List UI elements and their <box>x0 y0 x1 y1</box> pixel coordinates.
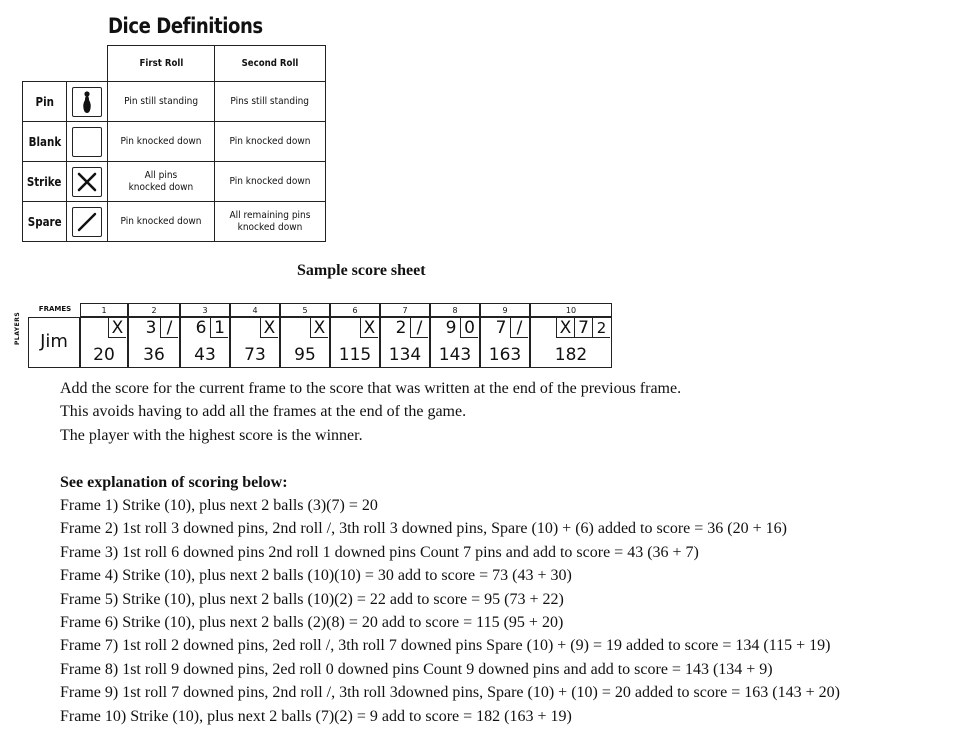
intro-line: Add the score for the current frame to the score that was written at the end of the previous frame. <box>60 380 682 397</box>
explanation-line: Frame 5) Strike (10), plus next 2 balls (10)(2) = 22 add to score = 95 (73 + 22) <box>60 590 564 608</box>
frame-3 <box>180 317 230 368</box>
frame-number-6: 6 <box>330 303 380 317</box>
strike-x-icon <box>72 167 102 197</box>
frame-5 <box>280 317 330 368</box>
frame-score: 134 <box>388 345 422 365</box>
roll-2: 0 <box>460 318 478 338</box>
frame-number-7: 7 <box>380 303 430 317</box>
frame-6 <box>330 317 380 368</box>
definition-row-blank: Blank Pin knocked down Pin knocked down <box>23 122 326 162</box>
player-name: Jim <box>28 317 80 368</box>
frame-score: 95 <box>294 345 316 365</box>
roll-1: 9 <box>445 318 457 338</box>
roll-1 <box>89 318 109 338</box>
frame-score: 115 <box>338 345 372 365</box>
frame-number-2: 2 <box>128 303 180 317</box>
roll-2: X <box>310 318 328 338</box>
frame-4 <box>230 317 280 368</box>
frame-score: 163 <box>488 345 522 365</box>
bowling-pin-icon <box>72 87 102 117</box>
frame-number-1: 1 <box>80 303 128 317</box>
frame-number-3: 3 <box>180 303 230 317</box>
explanation-line: Frame 10) Strike (10), plus next 2 balls (7)(2) = 9 add to score = 182 (163 + 19) <box>60 707 572 725</box>
frames-label: FRAMES <box>38 305 72 313</box>
frame-8 <box>430 317 480 368</box>
explanation-line: Frame 1) Strike (10), plus next 2 balls (3)(7) = 20 <box>60 497 378 514</box>
sample-score-sheet-title: Sample score sheet <box>297 262 426 279</box>
frame-score: 36 <box>143 345 165 365</box>
roll-1: 6 <box>195 318 207 338</box>
dice-definitions-table <box>22 45 326 242</box>
roll-2: 1 <box>210 318 228 338</box>
roll-2: X <box>360 318 378 338</box>
explanation-line: Frame 8) 1st roll 9 downed pins, 2ed roll 0 downed pins Count 9 downed pins and add to score = 143 (134 + 9) <box>60 660 773 678</box>
explanation-line: Frame 3) 1st roll 6 downed pins 2nd roll 1 downed pins Count 7 pins and add to score = 43 (36 + 7) <box>60 543 699 561</box>
intro-line: The player with the highest score is the winner. <box>60 426 363 444</box>
frame-number-4: 4 <box>230 303 280 317</box>
definition-row-strike: Strike All pins knocked down Pin knocked down <box>23 162 326 202</box>
frame-score: 43 <box>194 345 216 365</box>
frame-score: 73 <box>244 345 266 365</box>
header-second-roll: Second Roll <box>215 46 326 82</box>
explanation-line: Frame 9) 1st roll 7 downed pins, 2nd roll /, 3th roll 3downed pins, Spare (10) + (10) = 20 added to score = 163 (143 + 20) <box>60 684 840 702</box>
roll-3: 2 <box>592 318 610 338</box>
frame-9 <box>480 317 530 368</box>
roll-1 <box>341 318 361 338</box>
roll-2: / <box>160 318 178 338</box>
explanation-heading: See explanation of scoring below: <box>60 473 288 491</box>
header-first-roll: First Roll <box>108 46 215 82</box>
roll-2: / <box>510 318 528 338</box>
roll-2: X <box>108 318 126 338</box>
explanation-line: Frame 2) 1st roll 3 downed pins, 2nd roll /, 3th roll 3 downed pins, Spare (10) + (6) added to score = 36 (20 + 16) <box>60 520 787 538</box>
frame-score: 20 <box>93 345 115 365</box>
dice-definitions-title: Dice Definitions <box>108 14 263 38</box>
definition-row-spare: Spare Pin knocked down All remaining pins knocked down <box>23 202 326 242</box>
definition-row-pin: Pin Pin still standing Pins still standing <box>23 82 326 122</box>
roll-1: 7 <box>495 318 507 338</box>
frame-number-9: 9 <box>480 303 530 317</box>
roll-2: X <box>260 318 278 338</box>
roll-1: 2 <box>395 318 407 338</box>
frame-score: 143 <box>438 345 472 365</box>
frame-number-5: 5 <box>280 303 330 317</box>
frame-number-10: 10 <box>530 303 612 317</box>
frame-2 <box>128 317 180 368</box>
intro-line: This avoids having to add all the frames at the end of the game. <box>60 403 467 421</box>
frame-number-8: 8 <box>430 303 480 317</box>
frame-7 <box>380 317 430 368</box>
roll-1: 3 <box>145 318 157 338</box>
explanation-line: Frame 7) 1st roll 2 downed pins, 2ed roll /, 3th roll 7 downed pins Spare (10) + (9) = 19 added to score = 134 (115 + 19) <box>60 637 831 655</box>
frame-1 <box>80 317 128 368</box>
spare-slash-icon <box>72 207 102 237</box>
roll-2: / <box>410 318 428 338</box>
roll-1: X <box>556 318 574 338</box>
explanation-line: Frame 4) Strike (10), plus next 2 balls (10)(10) = 30 add to score = 73 (43 + 30) <box>60 567 572 585</box>
blank-box-icon <box>72 127 102 157</box>
players-label: PLAYERS <box>14 311 21 345</box>
explanation-line: Frame 6) Strike (10), plus next 2 balls (2)(8) = 20 add to score = 115 (95 + 20) <box>60 614 564 631</box>
frame-10 <box>530 317 612 368</box>
frame-score: 182 <box>554 345 588 365</box>
roll-2: 7 <box>574 318 592 338</box>
roll-1 <box>291 318 311 338</box>
roll-1 <box>241 318 261 338</box>
